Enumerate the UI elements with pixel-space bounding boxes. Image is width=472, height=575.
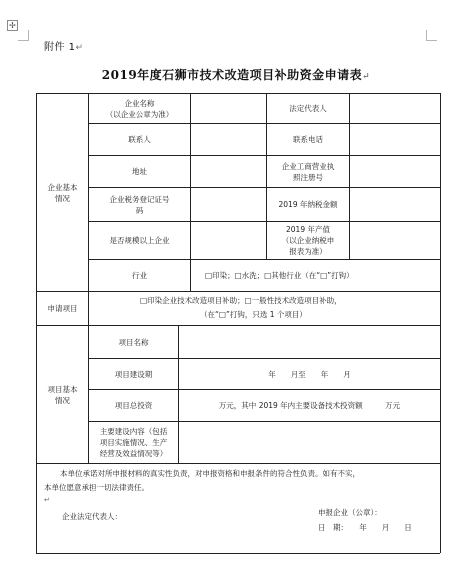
project-period-label: 项目建设期 xyxy=(114,369,153,379)
business-license-field[interactable] xyxy=(350,156,440,187)
company-name-field[interactable] xyxy=(191,94,266,123)
output-value-field[interactable] xyxy=(350,222,440,259)
contact-person-field[interactable] xyxy=(191,124,266,155)
above-scale-label: 是否规模以上企业 xyxy=(109,236,170,245)
legal-rep-label: 法定代表人 xyxy=(289,104,327,113)
industry-label: 行业 xyxy=(132,271,147,280)
table-border-bottom xyxy=(36,553,440,554)
title-text: 2019年度石狮市技术改造项目补助资金申请表 xyxy=(101,68,363,82)
address-label: 地址 xyxy=(132,167,147,176)
tax-amount-field[interactable] xyxy=(350,188,440,221)
paragraph-mark-icon: ↵ xyxy=(362,72,371,82)
construction-content-field[interactable] xyxy=(179,422,440,463)
page-title xyxy=(0,66,472,83)
contact-person-label: 联系人 xyxy=(128,135,151,144)
project-period-field[interactable]: 年 月至 年 月 xyxy=(268,369,351,379)
col-divider xyxy=(88,291,89,325)
declaration-line-1: 本单位承诺对所申报材料的真实性负责，对申报资格和申报条件的符合性负责。如有不实， xyxy=(60,469,360,478)
row-divider xyxy=(36,463,440,464)
address-field[interactable] xyxy=(191,156,266,187)
output-value-label: 2019 年产值 （以企业纳税申 报表为准） xyxy=(281,225,335,256)
above-scale-field[interactable] xyxy=(191,222,266,259)
total-investment-field[interactable]: 万元，其中 2019 年内主要设备技术投资额 万元 xyxy=(218,401,401,410)
legal-rep-signature-label: 企业法定代表人： xyxy=(62,512,122,521)
section-company-info-label: 企业基本 情况 xyxy=(47,182,78,203)
margin-corner-mark xyxy=(18,30,29,41)
contact-phone-label: 联系电话 xyxy=(293,135,323,144)
declaration-line-2: 本单位愿意承担一切法律责任。 xyxy=(44,483,149,492)
project-name-field[interactable] xyxy=(179,326,440,358)
business-license-label: 企业工商营业执 照注册号 xyxy=(281,161,335,182)
application-project-label: 申请项目 xyxy=(47,304,78,313)
contact-phone-field[interactable] xyxy=(350,124,440,155)
table-border-right xyxy=(440,93,441,553)
tax-registration-field[interactable] xyxy=(191,188,266,221)
attachment-text: 附件 1 xyxy=(44,42,76,53)
paragraph-mark-icon: ↵ xyxy=(44,496,50,504)
row-divider xyxy=(36,291,440,292)
margin-corner-mark xyxy=(426,30,437,41)
industry-options[interactable]: □印染；□水洗；□其他行业（在“□”打钩） xyxy=(205,271,354,280)
application-hint: （在“□”打钩，只选 1 个项目） xyxy=(200,310,307,319)
tax-registration-label: 企业税务登记证号 码 xyxy=(109,194,170,215)
move-anchor-icon[interactable]: ✢ xyxy=(7,20,18,31)
legal-rep-field[interactable] xyxy=(350,94,440,123)
project-name-label: 项目名称 xyxy=(118,337,149,347)
section-project-info-label: 项目基本 情况 xyxy=(47,384,78,405)
paragraph-mark-icon: ↵ xyxy=(75,43,84,53)
company-name-label: 企业名称 （以企业公章为准） xyxy=(105,98,174,119)
attachment-label xyxy=(44,38,84,53)
application-options[interactable]: □印染企业技术改造项目补助；□一般性技术改造项目补助， xyxy=(140,296,342,305)
construction-content-label: 主要建设内容（包括 项目实施情况、生产 经营及效益情况等） xyxy=(99,427,168,458)
signature-date-label: 日 期： 年 月 日 xyxy=(318,523,412,532)
tax-amount-label: 2019 年纳税金额 xyxy=(278,200,338,209)
total-investment-label: 项目总投资 xyxy=(114,401,153,410)
company-seal-label: 申报企业（公章）： xyxy=(318,508,382,517)
